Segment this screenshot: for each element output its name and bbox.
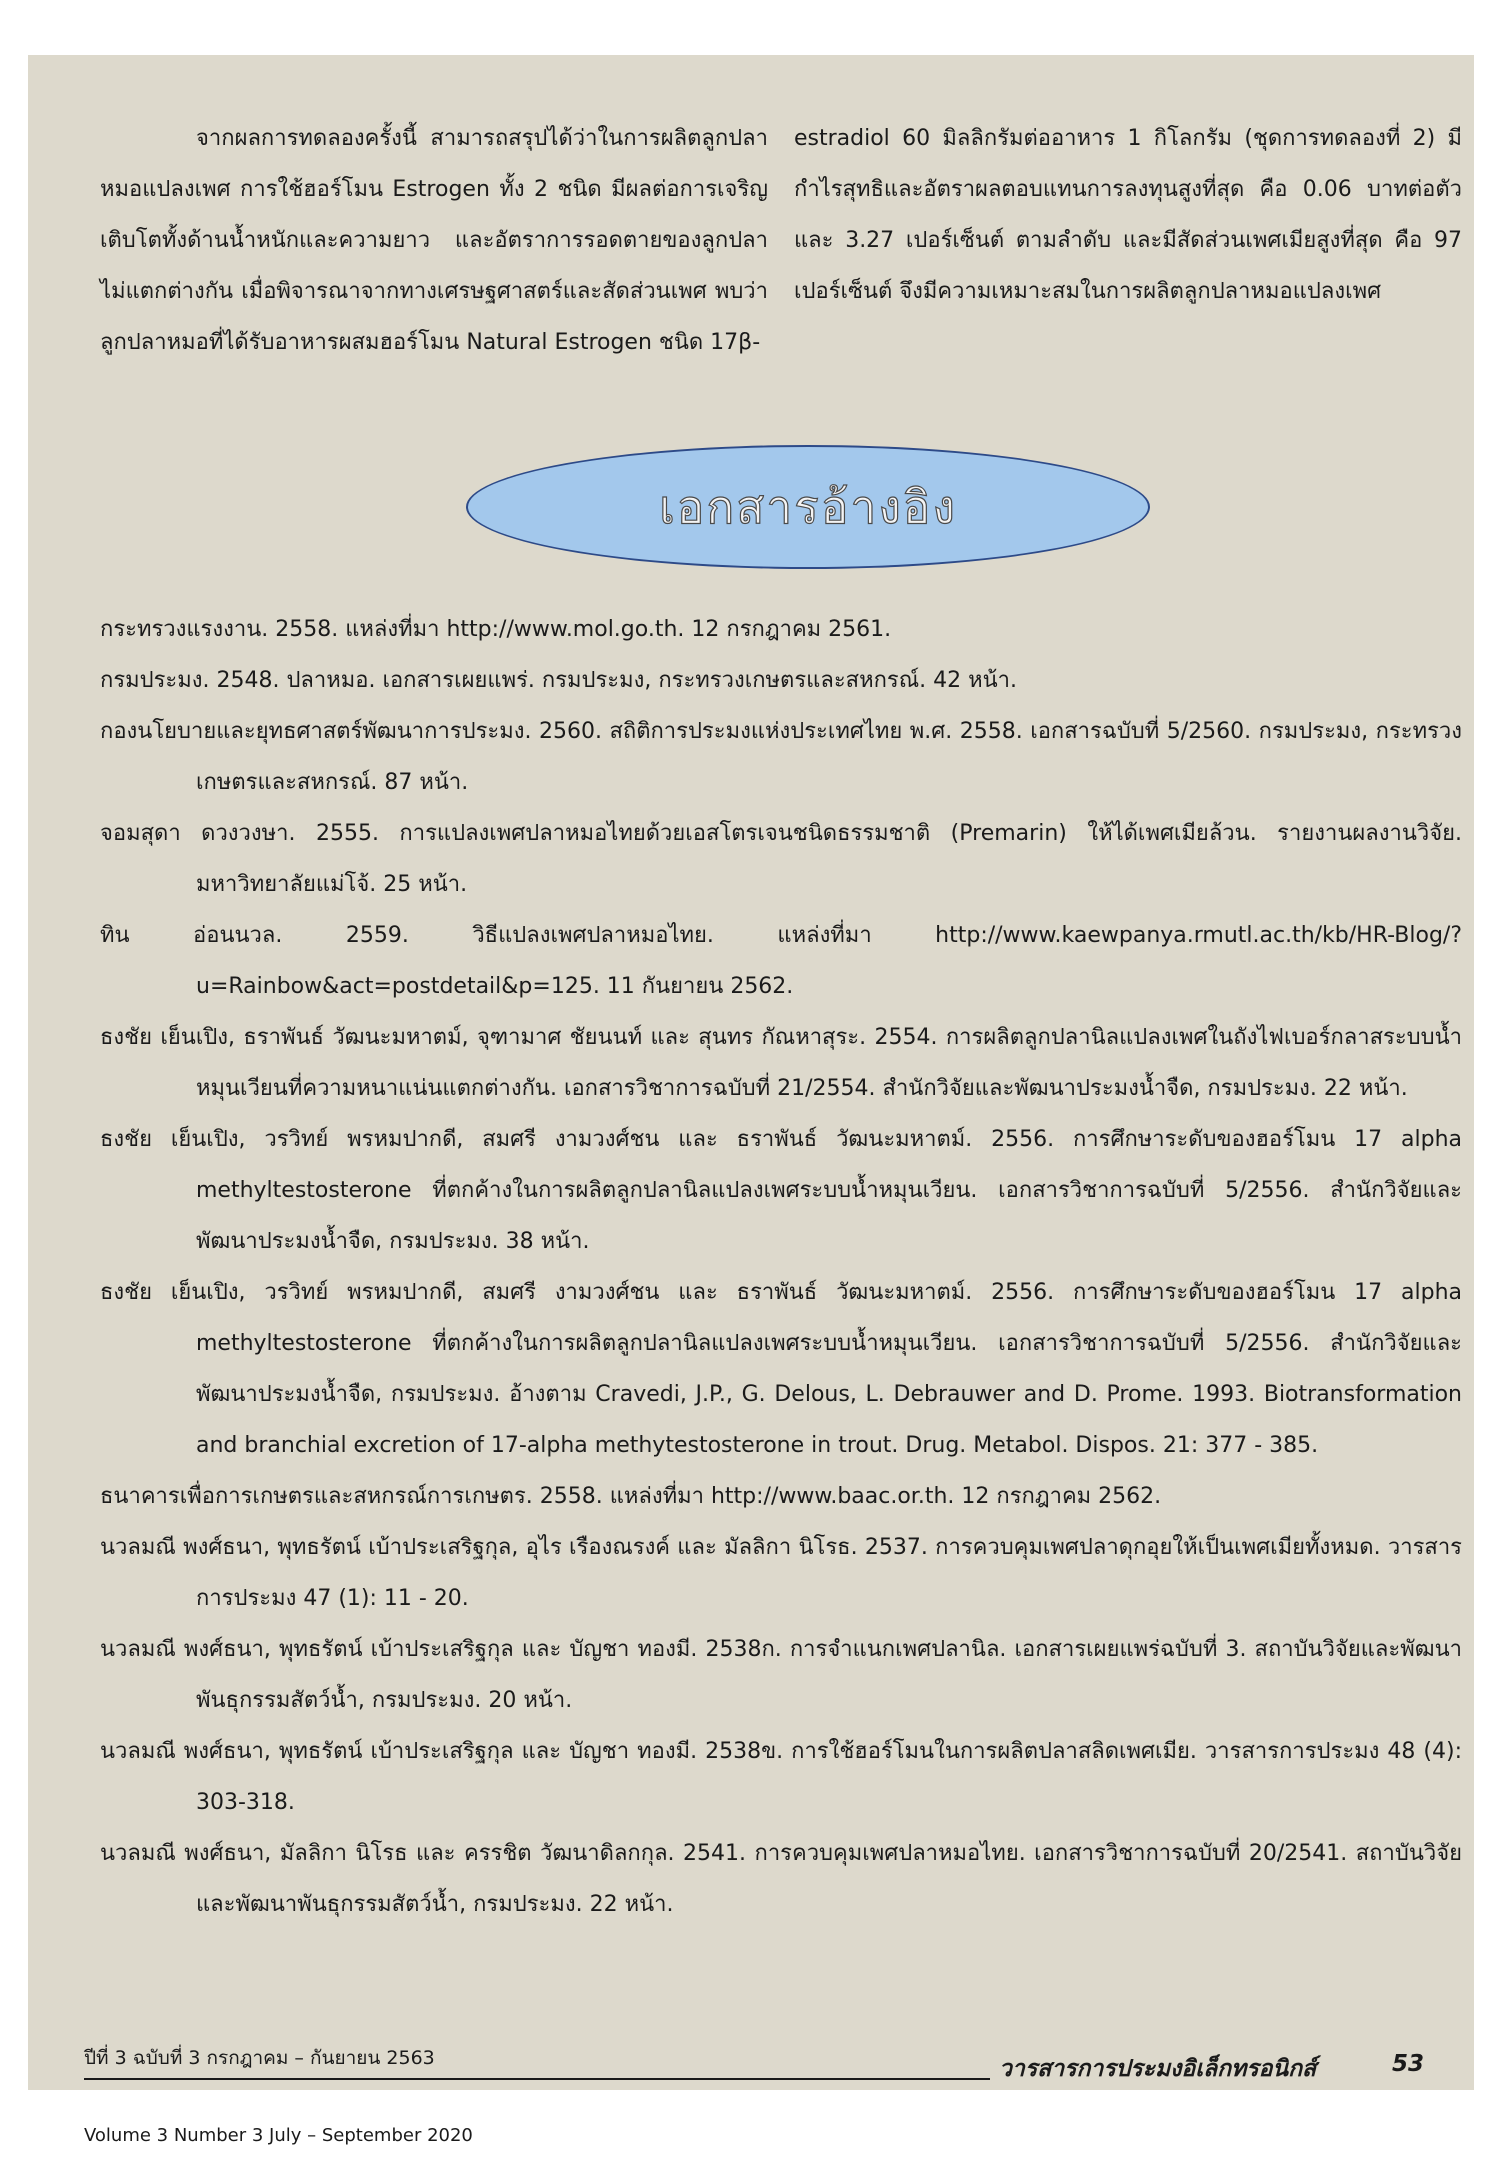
reference-item: นวลมณี พงศ์ธนา, มัลลิกา นิโรธ และ ครรชิต วัฒนาดิลกกุล. 2541. การควบคุมเพศปลาหมอไทย. เอกสารวิชาการฉบับที่ 20/2541. สถาบันวิจัยและพัฒนาพันธุกรรมสัตว์น้ำ, กรมประมง. 22 หน้า. [100,1841,1462,1917]
conclusion-paragraph [100,113,1462,368]
reference-item: ธงชัย เย็นเปิง, วรวิทย์ พรหมปากดี, สมศรี งามวงศ์ชน และ ธราพันธ์ วัฒนะมหาตม์. 2556. การศึกษาระดับของฮอร์โมน 17 alpha methyltestosterone ที่ตกค้างในการผลิตลูกปลานิลแปลงเพศระบบน้ำหมุนเวียน. เอกสารวิชาการฉบับที่ 5/2556. สำนักวิจัยและพัฒนาประมงน้ำจืด, กรมประมง. 38 หน้า. [100,1127,1462,1254]
reference-item: กรมประมง. 2548. ปลาหมอ. เอกสารเผยแพร่. กรมประมง, กระทรวงเกษตรและสหกรณ์. 42 หน้า. [100,668,1017,693]
reference-item: นวลมณี พงศ์ธนา, พุทธรัตน์ เบ้าประเสริฐกุล และ บัญชา ทองมี. 2538ก. การจำแนกเพศปลานิล. เอกสารเผยแพร่ฉบับที่ 3. สถาบันวิจัยและพัฒนาพันธุกรรมสัตว์น้ำ, กรมประมง. 20 หน้า. [100,1637,1462,1713]
reference-item: ธงชัย เย็นเปิง, วรวิทย์ พรหมปากดี, สมศรี งามวงศ์ชน และ ธราพันธ์ วัฒนะมหาตม์. 2556. การศึกษาระดับของฮอร์โมน 17 alpha methyltestosterone ที่ตกค้างในการผลิตลูกปลานิลแปลงเพศระบบน้ำหมุนเวียน. เอกสารวิชาการฉบับที่ 5/2556. สำนักวิจัยและพัฒนาประมงน้ำจืด, กรมประมง. อ้างตาม Cravedi, J.P., G. Delous, L. Debrauwer and D. Prome. 1993. Biotransformation and branchial excretion of 17-alpha methytestosterone in trout. Drug. Metabol. Dispos. 21: 377 - 385. [100,1280,1462,1458]
reference-item: ธงชัย เย็นเปิง, ธราพันธ์ วัฒนะมหาตม์, จุฑามาศ ชัยนนท์ และ สุนทร กัณหาสุระ. 2554. การผลิตลูกปลานิลแปลงเพศในถังไฟเบอร์กลาสระบบน้ำหมุนเวียนที่ความหนาแน่นแตกต่างกัน. เอกสารวิชาการฉบับที่ 21/2554. สำนักวิจัยและพัฒนาประมงน้ำจืด, กรมประมง. 22 หน้า. [100,1025,1462,1101]
references-heading: เอกสารอ้างอิง [659,479,957,534]
page [28,55,1474,2090]
reference-item: กองนโยบายและยุทธศาสตร์พัฒนาการประมง. 2560. สถิติการประมงแห่งประเทศไทย พ.ศ. 2558. เอกสารฉบับที่ 5/2560. กรมประมง, กระทรวงเกษตรและสหกรณ์. 87 หน้า. [100,719,1462,795]
journal-name: วารสารการประมงอิเล็กทรอนิกส์ [999,2056,1317,2082]
reference-item: ธนาคารเพื่อการเกษตรและสหกรณ์การเกษตร. 2558. แหล่งที่มา http://www.baac.or.th. 12 กรกฎาคม 2562. [100,1484,1162,1509]
reference-item: นวลมณี พงศ์ธนา, พุทธรัตน์ เบ้าประเสริฐกุล, อุไร เรืองณรงค์ และ มัลลิกา นิโรธ. 2537. การควบคุมเพศปลาดุกอุยให้เป็นเพศเมียทั้งหมด. วารสารการประมง 47 (1): 11 - 20. [100,1535,1462,1611]
conclusion-text-column-1: จากผลการทดลองครั้งนี้ สามารถสรุปได้ว่าในการผลิตลูกปลาหมอแปลงเพศ การใช้ฮอร์โมน Estrogen ทั้ง 2 ชนิด มีผลต่อการเจริญเติบโตทั้งด้านน้ำหนักและความยาว และอัตราการรอดตายของลูกปลาไม่แตกต่างกัน เมื่อพิจารณาจากทางเศรษฐศาสตร์และสัดส่วนเพศ พบว่าลูกปลาหมอที่ได้รับอาหารผสมฮอร์โมน Natural Estrogen ชนิด 17β- [100,126,768,355]
page-number: 53 [1392,2051,1425,2077]
references-heading-banner [466,445,1150,569]
footer-divider [84,2078,990,2080]
reference-item: กระทรวงแรงงาน. 2558. แหล่งที่มา http://www.mol.go.th. 12 กรกฎาคม 2561. [100,617,892,642]
reference-item: ทิน อ่อนนวล. 2559. วิธีแปลงเพศปลาหมอไทย. แหล่งที่มา http://www.kaewpanya.rmutl.ac.th/kb/HR-Blog/?u=Rainbow&act=postdetail&p=125. 11 กันยายน 2562. [100,923,1462,999]
reference-item: จอมสุดา ดวงวงษา. 2555. การแปลงเพศปลาหมอไทยด้วยเอสโตรเจนชนิดธรรมชาติ (Premarin) ให้ได้เพศเมียล้วน. รายงานผลงานวิจัย. มหาวิทยาลัยแม่โจ้. 25 หน้า. [100,821,1462,897]
page-footer [84,2043,1444,2153]
issue-info-english: Volume 3 Number 3 July – September 2020 [84,2125,473,2146]
conclusion-text-column-2: estradiol 60 มิลลิกรัมต่ออาหาร 1 กิโลกรัม (ชุดการทดลองที่ 2) มีกำไรสุทธิและอัตราผลตอบแทนการลงทุนสูงที่สุด คือ 0.06 บาทต่อตัว และ 3.27 เปอร์เซ็นต์ ตามลำดับ และมีสัดส่วนเพศเมียสูงที่สุด คือ 97 เปอร์เซ็นต์ จึงมีความเหมาะสมในการผลิตลูกปลาหมอแปลงเพศ [794,126,1462,304]
reference-item: นวลมณี พงศ์ธนา, พุทธรัตน์ เบ้าประเสริฐกุล และ บัญชา ทองมี. 2538ข. การใช้ฮอร์โมนในการผลิตปลาสลิดเพศเมีย. วารสารการประมง 48 (4): 303-318. [100,1739,1462,1815]
issue-info-thai: ปีที่ 3 ฉบับที่ 3 กรกฎาคม – กันยายน 2563 [84,2047,435,2069]
reference-list [100,604,1462,1930]
